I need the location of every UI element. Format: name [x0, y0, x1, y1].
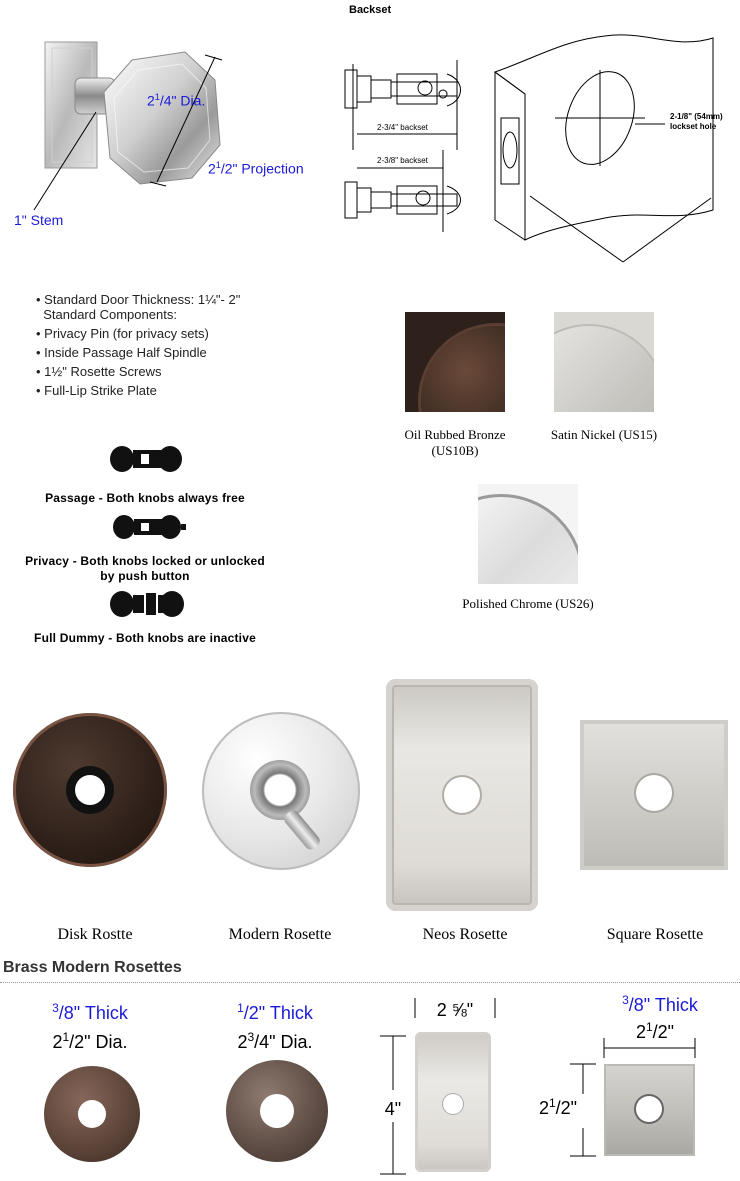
rosette-label-disk: Disk Rostte	[57, 926, 133, 943]
stem-label: 1" Stem	[14, 212, 64, 228]
feature-item: • 1½" Rosette Screws	[36, 364, 162, 379]
rosette-label-modern: Modern Rosette	[228, 926, 332, 943]
passage-function-icon	[0, 442, 290, 476]
privacy-function-icon	[0, 512, 290, 542]
brass-item-2-thickness: $^1$/2" Thick	[237, 1001, 313, 1023]
feature-item: • Full-Lip Strike Plate	[36, 383, 157, 398]
finish-swatch-oil-rubbed-bronze	[405, 312, 505, 412]
modern-rosette-image	[202, 712, 360, 870]
lockset-hole-label: 2-1/8" (54mm) lockset hole	[670, 112, 723, 131]
privacy-description: Privacy - Both knobs locked or unlocked by push button	[25, 554, 265, 583]
feature-item: • Privacy Pin (for privacy sets)	[36, 326, 209, 341]
brass-item-4-thickness: $^3$/8" Thick	[622, 993, 698, 1015]
brass-item-2-image	[226, 1060, 328, 1162]
rosette-label-neos: Neos Rosette	[422, 926, 508, 943]
brass-item-3-height: 4"	[380, 1099, 406, 1120]
full-dummy-function-icon	[0, 588, 290, 620]
neos-rosette-image	[386, 679, 538, 911]
rosette-label-square: Square Rosette	[606, 926, 704, 943]
passage-description: Passage - Both knobs always free	[45, 491, 245, 505]
brass-item-3-width: 2 ⅝"	[436, 1000, 474, 1020]
brass-item-1-thickness: $^3$/8" Thick	[52, 1001, 128, 1023]
backset-label-2: 2-3/8" backset	[377, 156, 428, 165]
brass-item-1-diameter: $2^1/2$" Dia.	[52, 1030, 128, 1052]
knob-image	[0, 0, 330, 240]
features-list	[36, 290, 336, 400]
finish-swatch-satin-nickel	[554, 312, 654, 412]
brass-item-4-image	[604, 1064, 695, 1156]
backset-title: Backset	[349, 4, 392, 16]
finish-label-polished-chrome: Polished Chrome (US26)	[462, 596, 594, 611]
projection-label: $2^1/2$" Projection	[208, 160, 304, 177]
square-rosette-image	[580, 720, 728, 870]
finish-label-satin-nickel: Satin Nickel (US15)	[550, 427, 658, 442]
function-full-dummy	[0, 588, 290, 645]
backset-drawing	[335, 0, 740, 265]
finish-swatch-polished-chrome	[478, 484, 578, 584]
brass-item-2-diameter: $2^3/4$" Dia.	[237, 1030, 313, 1052]
brass-section-title: Brass Modern Rosettes	[3, 959, 182, 976]
section-divider	[0, 982, 740, 983]
function-passage	[0, 442, 290, 505]
finish-label-oil-rubbed-bronze: Oil Rubbed Bronze (US10B)	[404, 427, 506, 458]
backset-diagram	[335, 0, 740, 265]
feature-item: • Inside Passage Half Spindle	[36, 345, 207, 360]
brass-item-4-height: $2^1/2$"	[534, 1096, 582, 1119]
feature-item: • Standard Door Thickness: 1¼"- 2"	[36, 292, 241, 307]
feature-item: Standard Components:	[43, 307, 177, 322]
backset-label-1: 2-3/4" backset	[377, 123, 428, 132]
function-privacy	[0, 512, 290, 584]
brass-item-4-width: $2^1/2$"	[635, 1020, 675, 1042]
brass-item-3-image	[415, 1032, 491, 1172]
knob-illustration	[0, 0, 330, 240]
disk-rosette-image	[13, 713, 167, 867]
brass-item-1-image	[44, 1066, 140, 1162]
full-dummy-description: Full Dummy - Both knobs are inactive	[34, 631, 256, 645]
knob-diameter-label: $2^1/4$" Dia.	[147, 92, 206, 109]
